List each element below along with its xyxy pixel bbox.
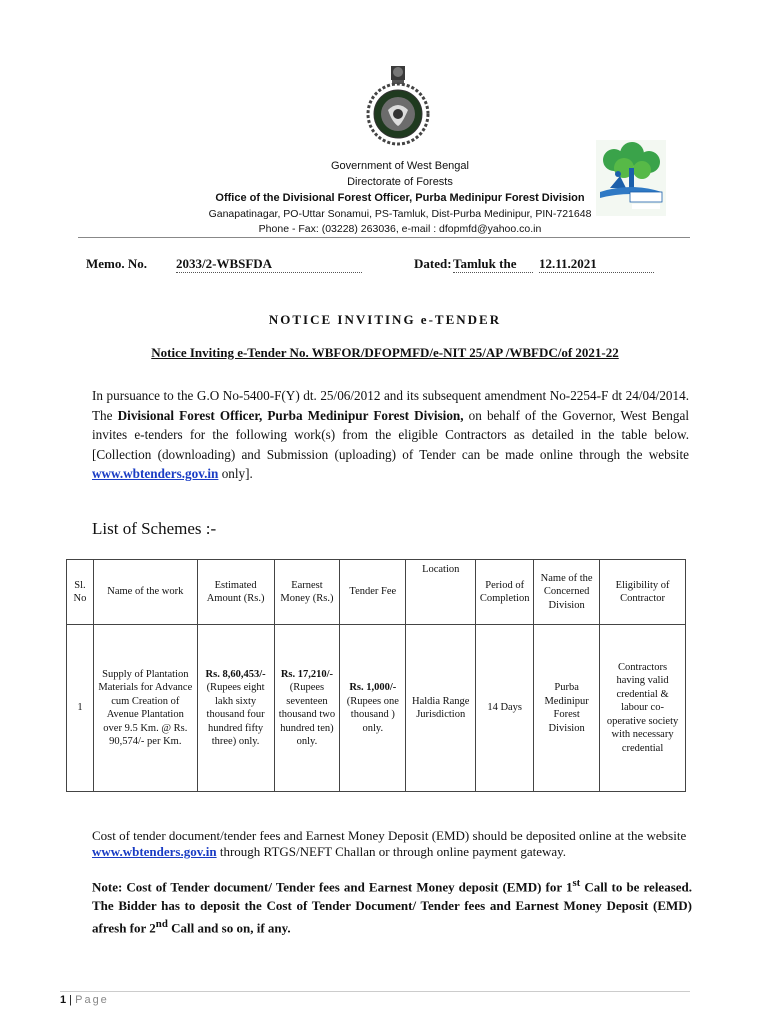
note-paragraph [92,874,692,938]
th-period: Period of Completion [476,560,534,625]
memo-number: 2033/2-WBSFDA [176,256,362,273]
header-address: Ganapatinagar, PO-Uttar Sonamui, PS-Tamluk, Dist-Purba Medinipur, PIN-721648 [208,208,592,220]
memo-label: Memo. No. [86,256,148,271]
cell-sl: 1 [67,625,94,792]
cost-paragraph [92,828,692,860]
notice-title: NOTICE INVITING e-TENDER [268,312,502,327]
para-text-3: only]. [218,466,253,481]
notice-number: Notice Inviting e-Tender No. WBFOR/DFOPMFD/e-NIT 25/AP /WBFDC/of 2021-22 [151,345,619,360]
cell-division: Purba Medinipur Forest Division [534,625,600,792]
cell-fee [340,625,406,792]
note-text-3: Call and so on, if any. [167,920,291,936]
header-government: Government of West Bengal [331,160,469,172]
cell-amount [197,625,274,792]
wbtenders-link-2[interactable]: www.wbtenders.gov.in [92,844,217,859]
dated-label: Dated: [414,256,452,271]
dated-place: Tamluk the [453,256,533,273]
th-emd: Earnest Money (Rs.) [274,560,340,625]
footer-divider [60,991,690,992]
page-word: Page [75,994,109,1006]
intro-paragraph [92,386,689,484]
cell-eligibility: Contractors having valid credential & labour co-operative society with necessary credential [600,625,686,792]
fee-words: (Rupees one thousand ) only. [346,695,399,734]
state-emblem-icon [362,64,434,148]
note-sup-2: nd [155,918,168,931]
note-text-1: Note: Cost of Tender document/ Tender fees and Earnest Money deposit (EMD) for 1 [92,879,573,895]
dated-date: 12.11.2021 [539,256,654,273]
wbtenders-link[interactable]: www.wbtenders.gov.in [92,466,219,481]
fee-value: Rs. 1,000/- [349,682,397,693]
page-footer [60,994,109,1006]
cell-location: Haldia Range Jurisdiction [406,625,476,792]
header-divider [78,237,690,238]
th-work: Name of the work [93,560,197,625]
footer-sep: | [66,994,76,1006]
note-text-2: Call to be released. The Bidder has to deposit the Cost of Tender Document/ Tender fees and Earnest Money Deposit (EMD) afresh for 2 [92,879,693,936]
header-contact: Phone - Fax: (03228) 263036, e-mail : dfopmfd@yahoo.co.in [258,223,542,235]
header-directorate: Directorate of Forests [347,176,453,188]
cell-emd [274,625,340,792]
amount-words: (Rupees eight lakh sixty thousand four hundred fifty three) only. [206,682,265,747]
page-number: 1 [60,994,67,1006]
th-division: Name of the Concerned Division [534,560,600,625]
header-office: Office of the Divisional Forest Officer, Purba Medinipur Forest Division [215,192,585,204]
cell-period: 14 Days [476,625,534,792]
schemes-heading: List of Schemes :- [92,519,217,538]
th-sl: Sl. No [67,560,94,625]
cost-text-2: through RTGS/NEFT Challan or through online payment gateway. [216,844,567,859]
cost-text-1: Cost of tender document/tender fees and Earnest Money Deposit (EMD) should be deposited online at the website [92,828,687,843]
cell-work: Supply of Plantation Materials for Advance cum Creation of Avenue Plantation over 9.5 Km. @ Rs. 90,574/- per Km. [93,625,197,792]
para-bold-office: Divisional Forest Officer, Purba Medinipur Forest Division, [117,407,464,423]
emd-value: Rs. 17,210/- [280,668,334,680]
para-text-2: on behalf of the Governor, West Bengal invites e-tenders for the following work(s) from the eligible Contractors as detailed in the table below. [Collection (downloading) and Submission (uploading) of Tender can be made online through the website [92,407,689,462]
th-eligibility: Eligibility of Contractor [600,560,686,625]
emd-words: (Rupees seventeen thousand two hundred ten) only. [278,682,336,747]
amount-value: Rs. 8,60,453/- [205,668,266,680]
th-fee: Tender Fee [340,560,406,625]
th-amount: Estimated Amount (Rs.) [197,560,274,625]
para-text-1: In pursuance to the G.O No-5400-F(Y) dt. 25/06/2012 and its subsequent amendment No-2254-F dt 24/04/2014. The [92,388,689,423]
th-location: Location [406,560,476,625]
table-row [67,625,686,792]
schemes-table [66,559,686,792]
note-sup-1: st [572,877,581,889]
